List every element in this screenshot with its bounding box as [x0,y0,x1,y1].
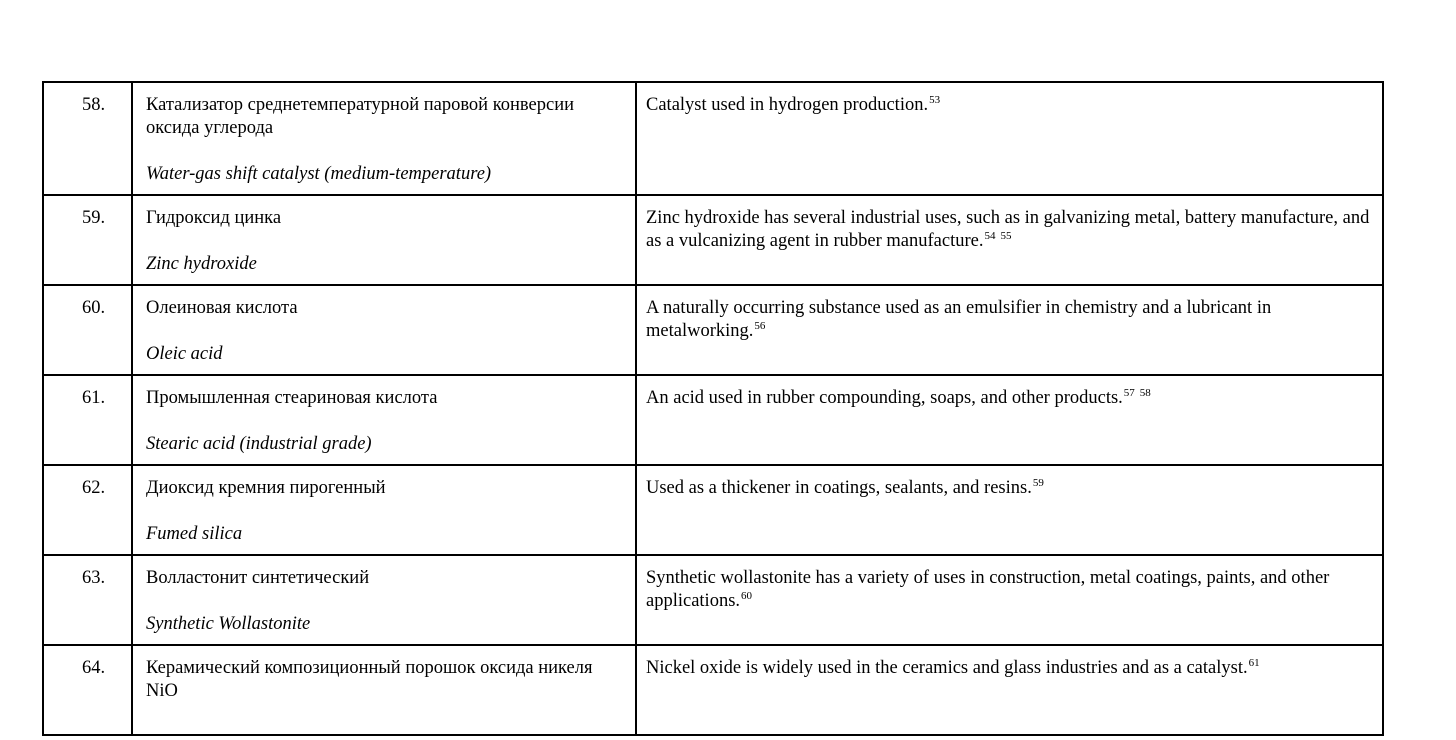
description-cell [636,375,1383,465]
substance-name-ru: Олеиновая кислота [146,298,298,318]
row-number: 62. [43,465,132,555]
substance-name-cell [132,645,636,735]
description-text: Catalyst used in hydrogen production. [646,95,929,115]
substance-name-en: Oleic acid [146,344,223,364]
description-text: An acid used in rubber compounding, soaps, and other products. [646,388,1123,408]
footnote-ref[interactable]: 57 [1123,387,1135,399]
substance-name-ru: Керамический композиционный порошок оксида никеля NiO [146,658,593,701]
substance-name-ru: Гидроксид цинка [146,208,282,228]
table-row [43,285,1383,375]
substance-name-cell [132,555,636,645]
row-number: 59. [43,195,132,285]
description-cell [636,555,1383,645]
footnote-ref[interactable]: 54 [984,230,996,242]
table-row [43,555,1383,645]
footnote-ref[interactable]: 56 [754,320,766,332]
table-row [43,195,1383,285]
substance-name-en: Fumed silica [146,524,243,544]
substance-name-cell [132,82,636,195]
footnote-ref[interactable]: 59 [1032,477,1044,489]
row-number: 63. [43,555,132,645]
table-row [43,465,1383,555]
footnote-ref[interactable]: 61 [1248,657,1260,669]
table-row [43,82,1383,195]
substance-name-cell [132,195,636,285]
substance-name-cell [132,465,636,555]
substance-name-en: Stearic acid (industrial grade) [146,434,372,454]
description-cell [636,82,1383,195]
description-cell [636,195,1383,285]
footnote-ref[interactable]: 53 [929,94,941,106]
row-number: 58. [43,82,132,195]
substance-name-cell [132,285,636,375]
description-text: Synthetic wollastonite has a variety of uses in construction, metal coatings, paints, and other applications. [646,568,1330,611]
description-text: Nickel oxide is widely used in the ceramics and glass industries and as a catalyst. [646,658,1248,678]
description-text: Zinc hydroxide has several industrial uses, such as in galvanizing metal, battery manufacture, and as a vulcanizing agent in rubber manufacture. [646,208,1370,251]
description-cell [636,645,1383,735]
description-text: A naturally occurring substance used as an emulsifier in chemistry and a lubricant in metalworking. [646,298,1272,341]
substance-name-ru: Волластонит синтетический [146,568,370,588]
substances-table [42,81,1384,736]
row-number: 61. [43,375,132,465]
substance-name-ru: Промышленная стеариновая кислота [146,388,438,408]
description-text: Used as a thickener in coatings, sealants, and resins. [646,478,1032,498]
substance-name-ru: Диоксид кремния пирогенный [146,478,386,498]
footnote-ref[interactable]: 55 [1000,230,1012,242]
row-number: 64. [43,645,132,735]
substance-name-cell [132,375,636,465]
footnote-ref[interactable]: 58 [1139,387,1151,399]
row-number: 60. [43,285,132,375]
substance-name-ru: Катализатор среднетемпературной паровой конверсии оксида углерода [146,95,575,138]
footnote-ref[interactable]: 60 [741,590,753,602]
table-row [43,645,1383,735]
substance-name-en: Synthetic Wollastonite [146,614,311,634]
description-cell [636,465,1383,555]
substance-name-en: Water-gas shift catalyst (medium-temperature) [146,164,492,184]
substance-name-en: Zinc hydroxide [146,254,257,274]
table-row [43,375,1383,465]
description-cell [636,285,1383,375]
